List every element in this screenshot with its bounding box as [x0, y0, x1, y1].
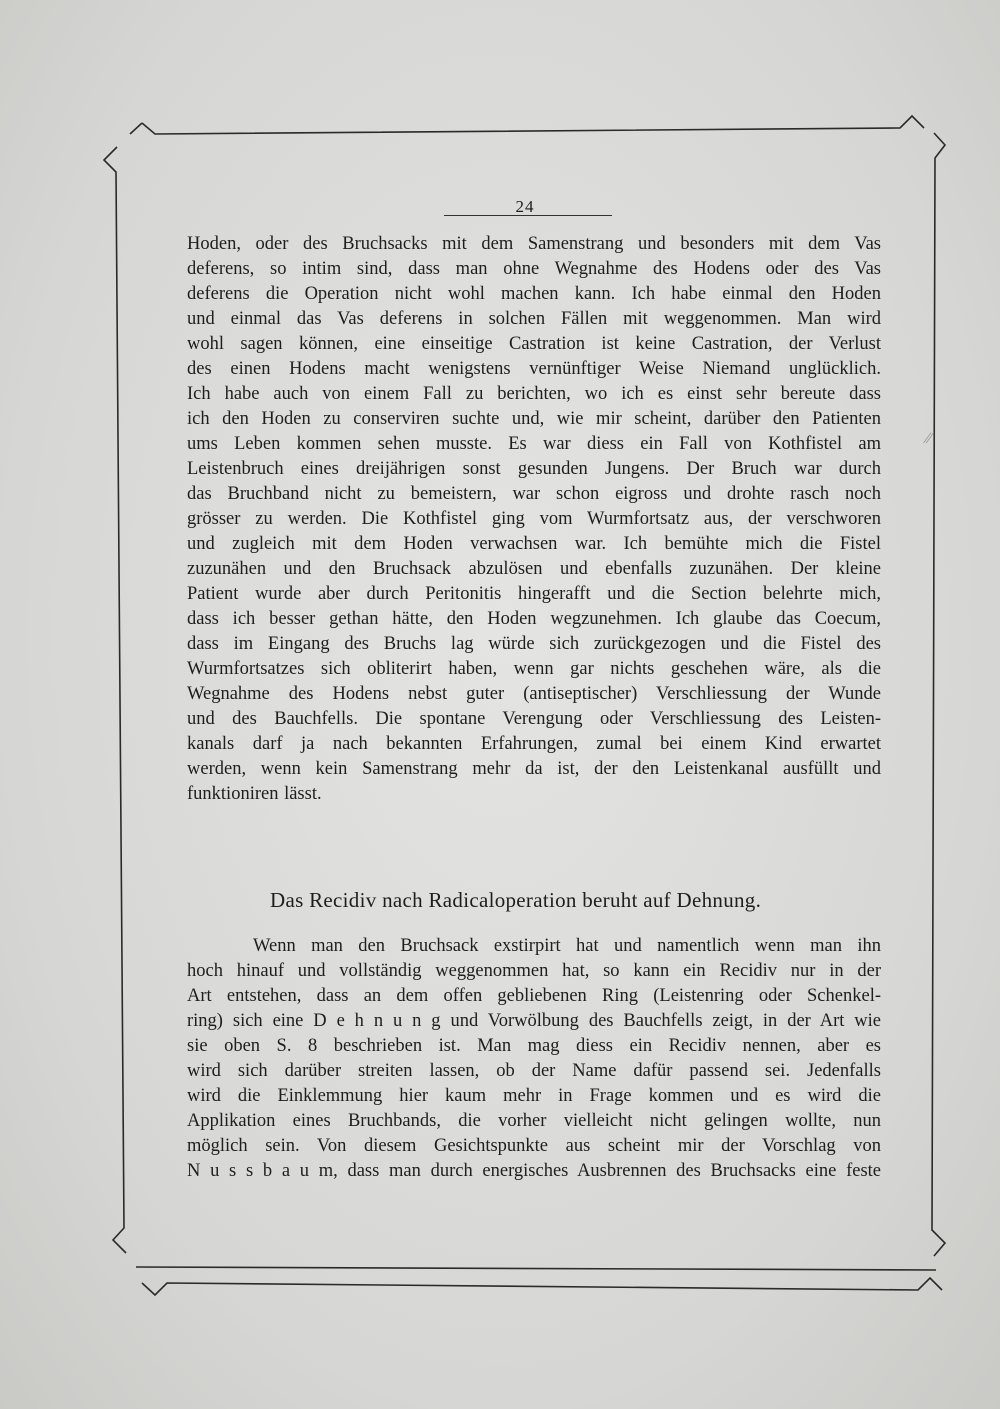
text-line: wohl sagen können, eine einseitige Castration ist keine Castration, der Verlust — [187, 334, 881, 354]
text-line: möglich sein. Von diesem Gesichtspunkte aus scheint mir der Vorschlag von — [187, 1136, 881, 1156]
paragraph-2 — [187, 934, 881, 1184]
text-line: wird die Einklemmung hier kaum mehr in Frage kommen und es wird die — [187, 1086, 881, 1106]
text-line: Wegnahme des Hodens nebst guter (antiseptischer) Verschliessung der Wunde — [187, 684, 881, 704]
text-line: deferens, so intim sind, dass man ohne Wegnahme des Hodens oder des Vas — [187, 259, 881, 279]
text-line: Patient wurde aber durch Peritonitis hingerafft und die Section belehrte mich, — [187, 584, 881, 604]
text-line: Ich habe auch von einem Fall zu berichten, wo ich es einst sehr bereute dass — [187, 384, 881, 404]
text-line: Wurmfortsatzes sich obliterirt haben, wenn gar nichts geschehen wäre, als die — [187, 659, 881, 679]
section-heading: Das Recidiv nach Radicaloperation beruht auf Dehnung. — [270, 888, 762, 912]
text-line: zuzunähen und den Bruchsack abzulösen und ebenfalls zuzunähen. Der kleine — [187, 559, 881, 579]
text-line: Wenn man den Bruchsack exstirpirt hat und namentlich wenn man ihn — [253, 936, 881, 956]
text-line: hoch hinauf und vollständig weggenommen hat, so kann ein Recidiv nur in der — [187, 961, 881, 981]
text-line: dass ich besser gethan hätte, den Hoden wegzunehmen. Ich glaube das Coecum, — [187, 609, 881, 629]
text-line: werden, wenn kein Samenstrang mehr da ist, der den Leistenkanal ausfüllt und — [187, 759, 881, 779]
text-line: das Bruchband nicht zu bemeistern, war schon eigross und drohte rasch noch — [187, 484, 881, 504]
text-line: N u s s b a u m, dass man durch energisches Ausbrennen des Bruchsacks eine feste — [187, 1161, 881, 1181]
text-line: wird sich darüber streiten lassen, ob der Name dafür passend sei. Jedenfalls — [187, 1061, 881, 1081]
text-line: ring) sich eine D e h n u n g und Vorwölbung des Bauchfells zeigt, in der Art wie — [187, 1011, 881, 1031]
page-number-underline — [444, 215, 612, 216]
text-line: sie oben S. 8 beschrieben ist. Man mag diess ein Recidiv nennen, aber es — [187, 1036, 881, 1056]
text-line: und des Bauchfells. Die spontane Verengung oder Verschliessung des Leisten- — [187, 709, 881, 729]
text-line: Art entstehen, dass an dem offen gebliebenen Ring (Leistenring oder Schenkel- — [187, 986, 881, 1006]
text-line: Leistenbruch eines dreijährigen sonst gesunden Jungens. Der Bruch war durch — [187, 459, 881, 479]
text-line: und einmal das Vas deferens in solchen Fällen mit weggenommen. Man wird — [187, 309, 881, 329]
page-number: 24 — [515, 197, 535, 216]
text-line: funktioniren lässt. — [187, 784, 322, 804]
pencil-margin-mark: ⁄⁄ — [926, 430, 932, 447]
text-line: grösser zu werden. Die Kothfistel ging vom Wurmfortsatz aus, der verschworen — [187, 509, 881, 529]
text-line: Applikation eines Bruchbands, die vorher vielleicht nicht gelingen wollte, nun — [187, 1111, 881, 1131]
text-line: und zugleich mit dem Hoden verwachsen war. Ich bemühte mich die Fistel — [187, 534, 881, 554]
text-line: deferens die Operation nicht wohl machen kann. Ich habe einmal den Hoden — [187, 284, 881, 304]
text-line: Hoden, oder des Bruchsacks mit dem Samenstrang und besonders mit dem Vas — [187, 234, 881, 254]
text-line: ich den Hoden zu conserviren suchte und, wie mir scheint, darüber den Patienten — [187, 409, 881, 429]
paragraph-1 — [187, 232, 881, 807]
text-line: ums Leben kommen sehen musste. Es war diess ein Fall von Kothfistel am — [187, 434, 881, 454]
text-line: kanals darf ja nach bekannten Erfahrungen, zumal bei einem Kind erwartet — [187, 734, 881, 754]
text-line: dass im Eingang des Bruchs lag würde sich zurückgezogen und die Fistel des — [187, 634, 881, 654]
text-line: des einen Hodens macht wenigstens vernünftiger Weise Niemand unglücklich. — [187, 359, 881, 379]
